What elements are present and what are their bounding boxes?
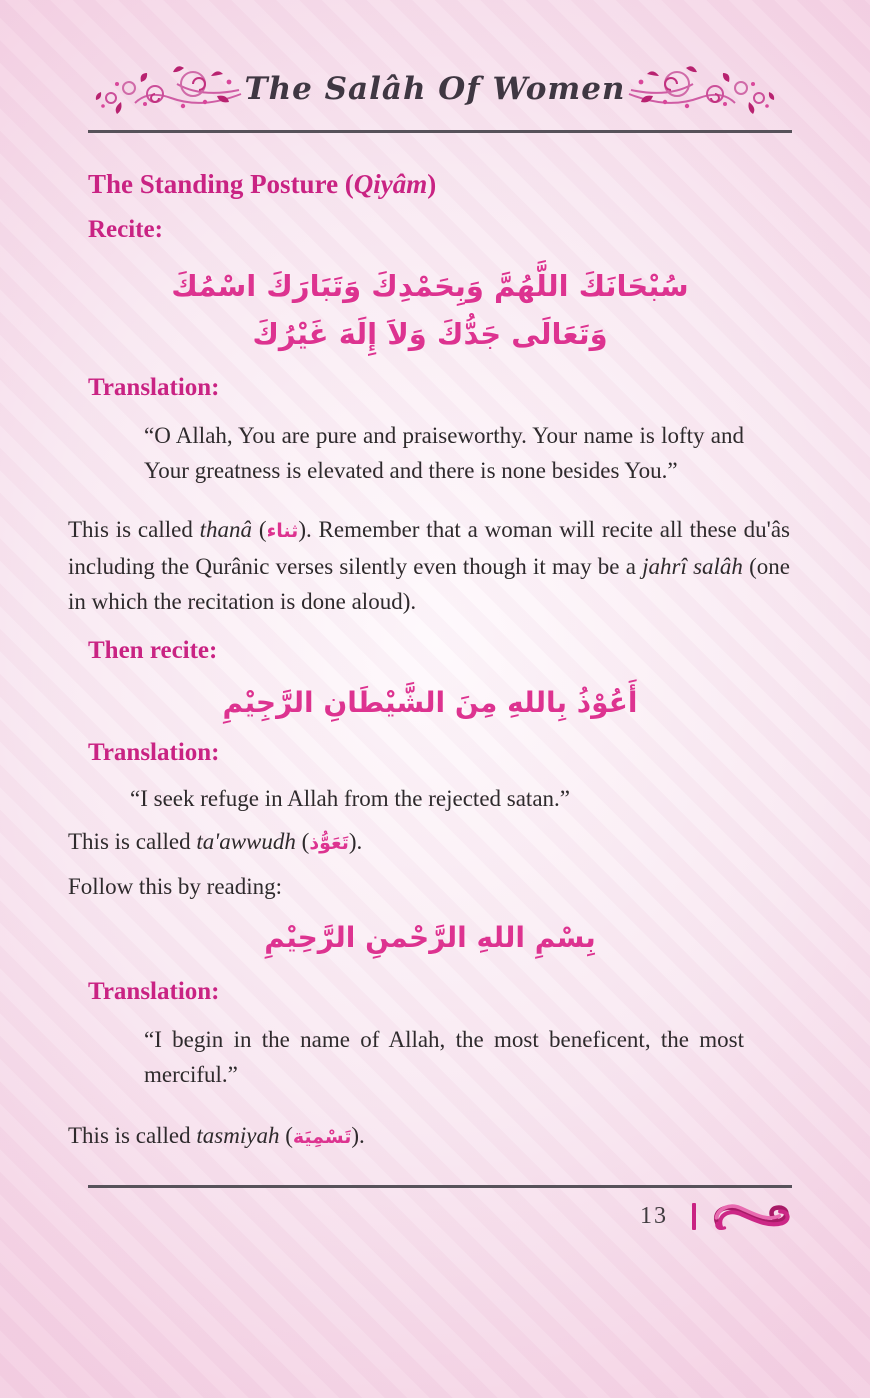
arabic-verse-thana-line2: وَتَعَالَى جَدُّكَ وَلاَ إِلَهَ غَيْرُكَ: [252, 317, 608, 351]
section-heading-post: ): [427, 169, 437, 199]
translation-heading-2: Translation:: [88, 739, 220, 766]
note-paragraph-thana: [68, 512, 790, 619]
then-recite-heading: Then recite:: [88, 637, 218, 664]
note-tasmiyah-post: ).: [351, 1123, 365, 1148]
page-header: [0, 0, 870, 116]
note-tasmiyah-term: tasmiyah: [196, 1123, 280, 1148]
note-thana-term2: jahrî salâh: [642, 554, 743, 579]
note-thana-pre: This is called: [68, 517, 200, 542]
note-thana-arabic: ثناء: [266, 520, 299, 542]
note-thana-post: (one in which the recitation is done aloud).: [68, 554, 790, 614]
translation-quote-2: “I seek refuge in Allah from the rejected satan.”: [130, 786, 570, 811]
note-taawwudh-pre: This is called: [68, 829, 197, 854]
arabic-verse-tasmiyah: بِسْمِ اللهِ الرَّحْمنِ الرَّحِيْمِ: [264, 921, 596, 954]
book-title: The Salâh Of Women: [244, 71, 626, 107]
note-taawwudh-paren: (: [295, 829, 310, 854]
footer-rule: [88, 1185, 792, 1188]
page-number: 13: [640, 1202, 668, 1229]
arabic-verse-thana: [68, 262, 792, 358]
section-heading: [88, 169, 792, 200]
section-heading-term: Qiyâm: [353, 169, 428, 199]
note-tasmiyah-arabic: تَسْمِيَة: [292, 1126, 352, 1148]
note-thana-term: thanâ: [199, 517, 253, 542]
note-taawwudh-arabic: تَعَوُّذ: [309, 832, 349, 854]
floral-flourish-right-icon: [627, 62, 777, 116]
calligraphic-swirl-icon: [710, 1198, 792, 1234]
note-thana-mid: ). Remember that a woman will recite all these du'âs including the Qurânic verses silently even though it may be a: [68, 517, 790, 579]
floral-flourish-left-icon: [93, 62, 243, 116]
note-line-tasmiyah: [68, 1118, 792, 1155]
section-heading-pre: The Standing Posture (: [88, 169, 354, 199]
note-line-taawwudh: [68, 824, 792, 861]
page-content: [0, 169, 870, 1155]
footer-divider: [692, 1203, 696, 1230]
note-tasmiyah-pre: This is called: [68, 1123, 197, 1148]
arabic-verse-taawwudh: أَعُوْذُ بِاللهِ مِنَ الشَّيْطَانِ الرَّجِيْمِ: [222, 686, 638, 719]
page-footer: [0, 1198, 792, 1234]
note-taawwudh-post: ).: [348, 829, 363, 854]
translation-quote-3: “I begin in the name of Allah, the most beneficent, the most merciful.”: [144, 1027, 744, 1087]
note-thana-paren: (: [252, 517, 267, 542]
note-tasmiyah-paren: (: [279, 1123, 293, 1148]
arabic-verse-thana-line1: سُبْحَانَكَ اللَّهُمَّ وَبِحَمْدِكَ وَتَبَارَكَ اسْمُكَ: [171, 269, 689, 303]
recite-heading: Recite:: [88, 216, 163, 243]
header-rule: [88, 130, 792, 133]
translation-quote-1: “O Allah, You are pure and praiseworthy. Your name is lofty and Your greatness is elevated and there is none besides You.”: [144, 423, 744, 483]
translation-heading-3: Translation:: [88, 978, 220, 1005]
follow-instruction: Follow this by reading:: [68, 874, 283, 899]
translation-heading-1: Translation:: [88, 374, 220, 401]
note-taawwudh-term: ta'awwudh: [196, 829, 296, 854]
